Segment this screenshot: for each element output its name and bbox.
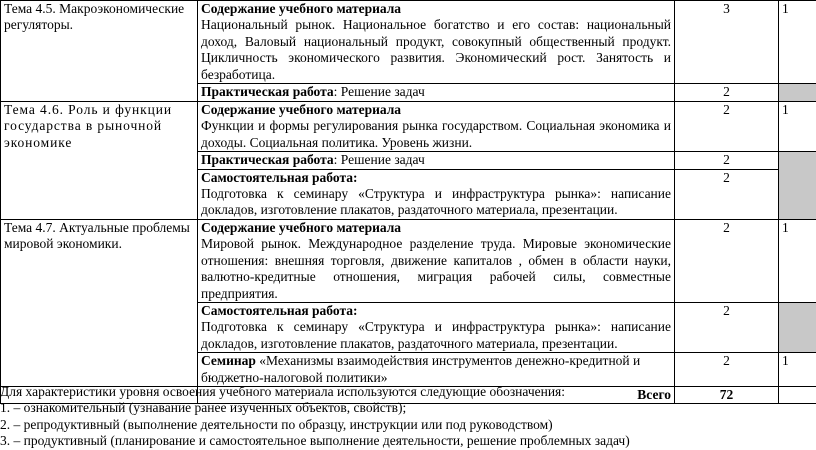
practice-cell-t46	[198, 152, 675, 169]
note-intro: Для характеристики уровня освоения учебного материала используются следующие обозначения:	[0, 384, 816, 400]
seminar-heading-t47: Семинар	[201, 353, 256, 368]
note-level-1: 1. – ознакомительный (узнавание ранее изученных объектов, свойств);	[0, 400, 816, 416]
table-row-t47-content	[1, 219, 816, 302]
hours-t45: 3	[675, 1, 779, 84]
seminar-hours-t47: 2	[675, 353, 779, 387]
topic-t46: Тема 4.6. Роль и функции государства в рыночной экономике	[4, 102, 172, 150]
content-heading-t47: Содержание учебного материала	[201, 220, 401, 235]
practice-hours-t46: 2	[675, 152, 779, 169]
practice-heading-t45: Практическая работа	[201, 84, 334, 99]
topic-t45: Тема 4.5. Макроэкономические регуляторы.	[4, 1, 184, 32]
topic-cell-t46	[1, 102, 198, 220]
content-cell-t45	[198, 1, 675, 84]
practice-text-t45: : Решение задач	[334, 84, 425, 99]
content-heading-t46: Содержание учебного материала	[201, 102, 401, 117]
topic-cell-t47	[1, 219, 198, 386]
self-heading-t47: Самостоятельная работа:	[201, 303, 358, 318]
note-level-3: 3. – продуктивный (планирование и самостоятельное выполнение деятельности, решение проблемных задач)	[0, 433, 816, 449]
content-text-t45: Национальный рынок. Национальное богатство и его состав: национальный доход, Валовый национальный продукт, совокупный общественный продукт. Цикличность экономического развития. Экономический рост. Занятость и безработица.	[201, 17, 671, 81]
practice-hours-t45: 2	[675, 84, 779, 102]
table-row-t46-content	[1, 102, 816, 152]
practice-heading-t46: Практическая работа	[201, 152, 334, 167]
content-cell-t47	[198, 219, 675, 302]
self-hours-t47: 2	[675, 302, 779, 352]
total-value: 72	[675, 386, 779, 403]
shaded-cell-t45	[779, 84, 816, 102]
note-level-2: 2. – репродуктивный (выполнение деятельности по образцу, инструкции или под руководством)	[0, 417, 816, 433]
level-t46: 1	[779, 102, 816, 152]
total-label: Всего	[198, 386, 675, 403]
self-text-t47: Подготовка к семинару «Структура и инфраструктура рынка»: написание докладов, изготовление плакатов, раздаточного материала, презентации.	[201, 319, 671, 350]
topic-cell-t45	[1, 1, 198, 102]
self-hours-t46: 2	[675, 169, 779, 219]
level-t45: 1	[779, 1, 816, 84]
self-text-t46: Подготовка к семинару «Структура и инфраструктура рынка»: написание докладов, изготовление плакатов, раздаточного материала, презентации.	[201, 186, 671, 217]
legend-notes	[0, 384, 816, 450]
table-row-t45-content	[1, 1, 816, 84]
content-text-t46: Функции и формы регулирования рынка государством. Социальная экономика и доходы. Социальная политика. Уровень жизни.	[201, 118, 671, 149]
hours-t46: 2	[675, 102, 779, 152]
shaded-cell-t46	[779, 152, 816, 220]
seminar-level-t47: 1	[779, 353, 816, 387]
content-heading-t45: Содержание учебного материала	[201, 1, 401, 16]
content-cell-t46	[198, 102, 675, 152]
self-cell-t47	[198, 302, 675, 352]
practice-cell-t45	[198, 84, 675, 102]
self-cell-t46	[198, 169, 675, 219]
content-text-t47: Мировой рынок. Международное разделение труда. Мировые экономические отношения: внешняя торговля, движение капиталов , обмен в области науки, валютно-кредитные отношения, миграция рабочей силы, совместные предприятия.	[201, 236, 671, 300]
hours-t47: 2	[675, 219, 779, 302]
self-heading-t46: Самостоятельная работа:	[201, 170, 358, 185]
practice-text-t46: : Решение задач	[334, 152, 425, 167]
seminar-cell-t47	[198, 353, 675, 387]
shaded-cell-t47	[779, 302, 816, 352]
level-t47: 1	[779, 219, 816, 302]
topic-t47: Тема 4.7. Актуальные проблемы мировой экономики.	[4, 220, 190, 251]
seminar-text-t47: «Механизмы взаимодействия инструментов денежно-кредитной и бюджетно-налоговой политики»	[201, 353, 640, 384]
